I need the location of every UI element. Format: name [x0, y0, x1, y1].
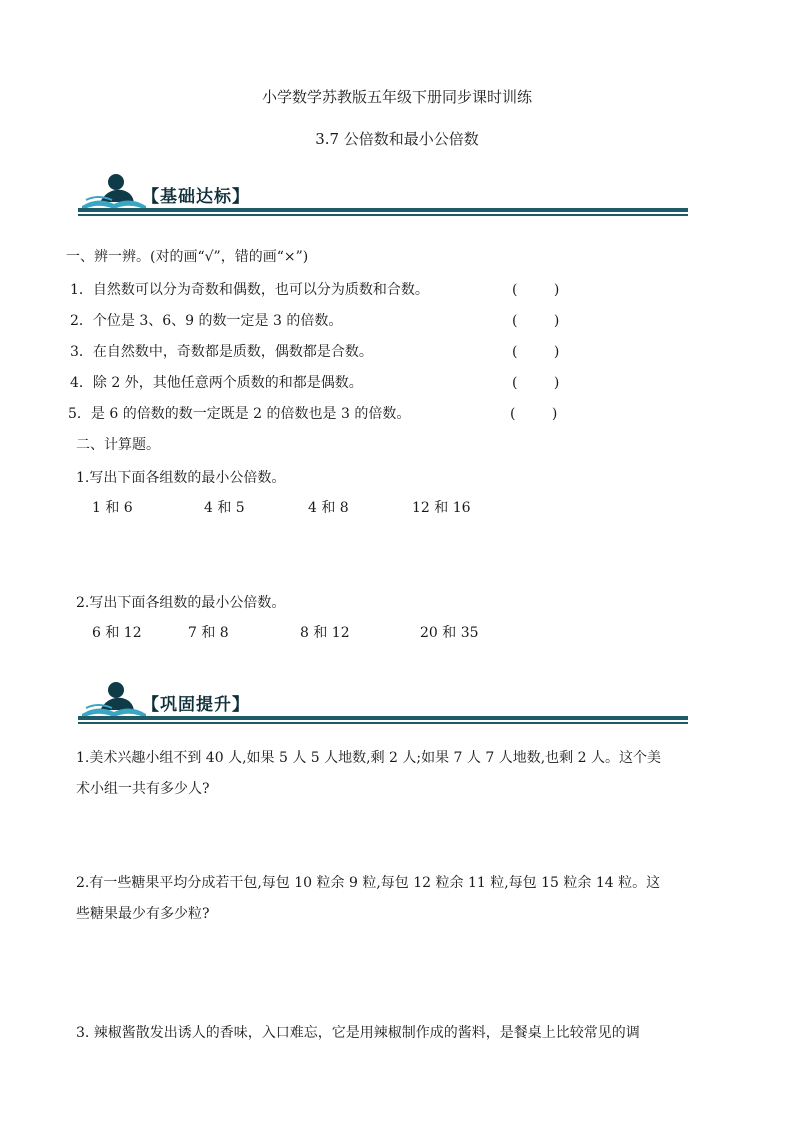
answer-paren[interactable]: ( ): [512, 375, 576, 391]
question-text: 1.写出下面各组数的最小公倍数。: [76, 470, 286, 486]
number-pair: 8 和 12: [300, 625, 350, 641]
section-label: 【基础达标】: [142, 187, 250, 207]
section-banner-advanced: [78, 680, 688, 726]
judge-item: 2．个位是 3、6、9 的数一定是 3 的倍数。: [70, 313, 343, 329]
judge-item: 5．是 6 的倍数的数一定既是 2 的倍数也是 3 的倍数。: [68, 406, 411, 422]
section-banner-basic: [78, 172, 688, 218]
number-pair: 12 和 16: [412, 500, 471, 516]
number-pair: 4 和 5: [204, 500, 245, 516]
word-problem-line: 些糖果最少有多少粒?: [76, 906, 210, 922]
word-problem-line: 2.有一些糖果平均分成若干包,每包 10 粒余 9 粒,每包 12 粒余 11 粒,每包 15 粒余 14 粒。这: [76, 875, 661, 891]
document-title: 小学数学苏教版五年级下册同步课时训练: [261, 88, 532, 106]
number-pair: 4 和 8: [308, 500, 349, 516]
divider: [78, 722, 688, 724]
divider: [78, 208, 688, 212]
number-pair: 1 和 6: [92, 500, 133, 516]
answer-paren[interactable]: ( ): [512, 282, 576, 298]
question-text: 2.写出下面各组数的最小公倍数。: [76, 595, 286, 611]
number-pair: 6 和 12: [92, 625, 142, 641]
word-problem-line: 术小组一共有多少人?: [76, 781, 210, 797]
word-problem-line: 1.美术兴趣小组不到 40 人,如果 5 人 5 人地数,剩 2 人;如果 7 人 7 人地数,也剩 2 人。这个美: [76, 750, 661, 766]
answer-paren[interactable]: ( ): [512, 313, 576, 329]
answer-paren[interactable]: ( ): [512, 344, 576, 360]
document-subtitle: 3.7 公倍数和最小公倍数: [315, 130, 479, 148]
section-label: 【巩固提升】: [142, 695, 250, 715]
part1-heading: 一、辨一辨。(对的画“√”，错的画“×”): [66, 249, 309, 265]
number-pair: 20 和 35: [420, 625, 479, 641]
word-problem-line: 3. 辣椒酱散发出诱人的香味，入口难忘，它是用辣椒制作成的酱料，是餐桌上比较常见的调: [76, 1025, 640, 1041]
judge-item: 4．除 2 外，其他任意两个质数的和都是偶数。: [70, 375, 363, 391]
divider: [78, 716, 688, 720]
part2-heading: 二、计算题。: [76, 437, 160, 453]
answer-paren[interactable]: ( ): [510, 406, 574, 422]
judge-item: 1．自然数可以分为奇数和偶数，也可以分为质数和合数。: [70, 282, 429, 298]
divider: [78, 214, 688, 216]
number-pair: 7 和 8: [188, 625, 229, 641]
judge-item: 3．在自然数中，奇数都是质数，偶数都是合数。: [70, 344, 373, 360]
